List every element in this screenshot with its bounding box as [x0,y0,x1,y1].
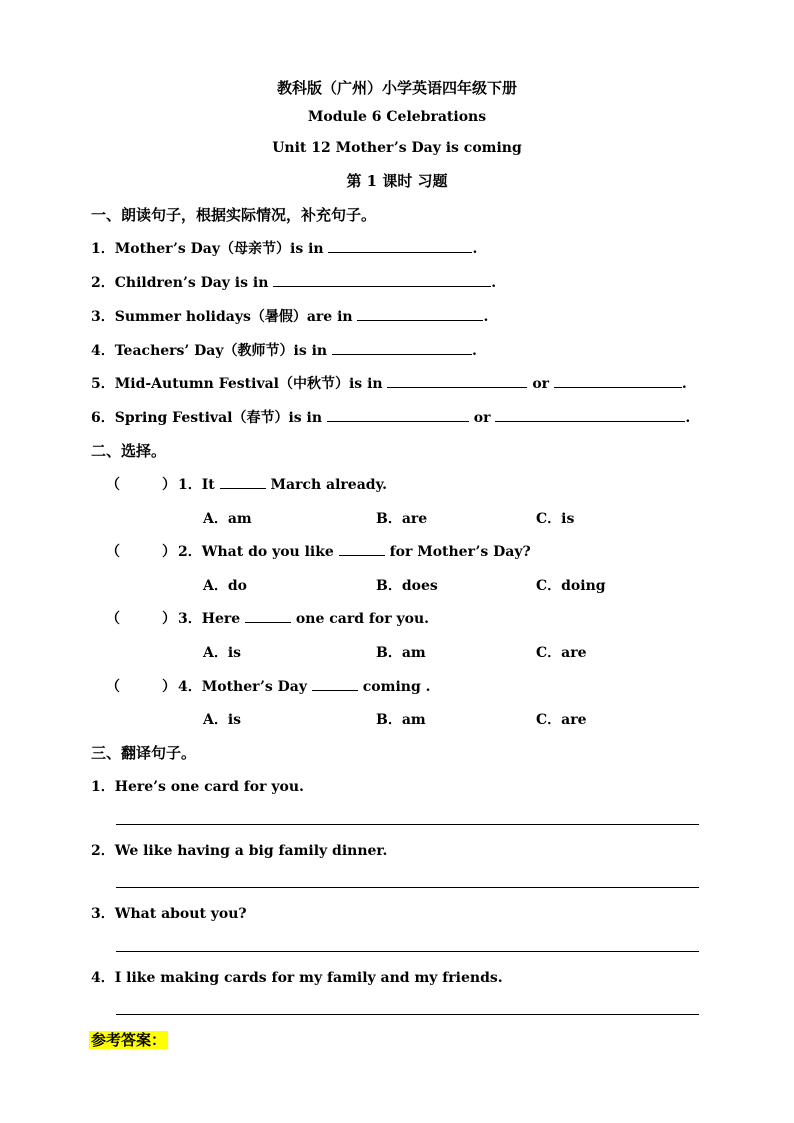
option-b: B．am [376,645,426,661]
answer-blank[interactable] [387,373,527,388]
item-end: . [685,410,691,426]
item-number: 2． [91,843,115,859]
item-text: I like making cards for my family and my friends. [114,970,503,986]
question-after: one card for you. [295,611,429,627]
question-after: March already. [270,477,387,493]
question-number: 2． [178,544,202,560]
question-number: 1． [178,477,202,493]
question-after: coming . [362,679,431,695]
option-a: A．is [203,712,242,728]
option-b: B．are [376,511,428,527]
answer-choice-box[interactable] [112,608,162,626]
question-line [178,474,387,494]
part2-heading: 二、选择。 [91,442,167,460]
question-number: 4． [178,679,202,695]
answer-blank[interactable] [273,272,491,287]
item-text: We like having a big family dinner. [114,843,388,859]
answer-paren-close: ） [162,477,176,493]
part1-heading: 一、朗读句子，根据实际情况，补充句子。 [91,206,377,224]
question-before: Here [201,611,241,627]
answer-paren-open: （ [106,679,120,695]
question-before: It [201,477,215,493]
item-end: . [491,275,497,291]
item-number: 1． [91,779,115,795]
question-before: Mother’s Day [201,679,308,695]
answer-choice-box[interactable] [112,541,162,559]
item-or: or [473,410,491,426]
item-text: Spring Festival（春节）is in [114,410,323,426]
lesson-title: 第 1 课时 习题 [346,172,448,190]
answer-key-label [89,1029,168,1050]
answer-line[interactable] [116,1014,699,1015]
item-number: 4． [91,343,115,359]
option-a: A．is [203,645,242,661]
question-blank [339,541,385,556]
item-end: . [681,376,687,392]
part3-item [91,776,304,796]
item-number: 3． [91,906,115,922]
item-number: 2． [91,275,115,291]
item-end: . [483,309,489,325]
answer-paren-open: （ [106,611,120,627]
question-number: 3． [178,611,202,627]
answer-paren-open: （ [106,544,120,560]
answer-choice-box[interactable] [112,474,162,492]
part3-heading: 三、翻译句子。 [91,744,197,762]
item-end: . [471,343,477,359]
answer-blank[interactable] [495,407,685,422]
option-b: B．am [376,712,426,728]
question-blank [312,676,358,691]
part1-item [91,238,477,258]
item-or: or [532,376,550,392]
unit-title: Unit 12 Mother’s Day is coming [272,140,522,156]
option-c: C．are [536,712,587,728]
answer-paren-close: ） [162,679,176,695]
item-number: 5． [91,376,115,392]
answer-blank[interactable] [328,238,472,253]
answer-blank[interactable] [357,306,483,321]
answer-paren-close: ） [162,544,176,560]
answer-key-text: 参考答案： [91,1031,167,1049]
answer-blank[interactable] [327,407,469,422]
item-text: Summer holidays（暑假）are in [114,309,353,325]
item-text: Teachers’ Day（教师节）is in [114,343,328,359]
question-before: What do you like [201,544,334,560]
part1-item [91,407,690,427]
item-number: 6． [91,410,115,426]
question-after: for Mother’s Day? [389,544,531,560]
item-text: Children’s Day is in [114,275,269,291]
question-line [178,676,430,696]
part3-item [91,840,387,860]
question-blank [220,474,266,489]
item-text: Mother’s Day（母亲节）is in [114,241,324,257]
answer-line[interactable] [116,951,699,952]
answer-paren-close: ） [162,611,176,627]
option-c: C．doing [536,578,606,594]
item-text: What about you? [114,906,247,922]
part1-item [91,340,477,360]
option-a: A．am [203,511,252,527]
part1-item [91,272,496,292]
answer-choice-box[interactable] [112,676,162,694]
question-line [178,541,531,561]
option-a: A．do [203,578,247,594]
question-blank [245,608,291,623]
item-text: Here’s one card for you. [114,779,304,795]
answer-paren-open: （ [106,477,120,493]
option-b: B．does [376,578,438,594]
part3-item [91,967,503,987]
item-number: 3． [91,309,115,325]
item-text: Mid-Autumn Festival（中秋节）is in [114,376,383,392]
answer-blank[interactable] [554,373,682,388]
option-c: C．is [536,511,575,527]
question-line [178,608,429,628]
worksheet-title: 教科版（广州）小学英语四年级下册 [276,79,517,97]
option-c: C．are [536,645,587,661]
item-number: 4． [91,970,115,986]
answer-line[interactable] [116,887,699,888]
item-number: 1． [91,241,115,257]
part3-item [91,903,247,923]
module-title: Module 6 Celebrations [307,109,487,125]
answer-blank[interactable] [332,340,472,355]
part1-item [91,306,488,326]
item-end: . [472,241,478,257]
answer-line[interactable] [116,824,699,825]
part1-item [91,373,687,393]
